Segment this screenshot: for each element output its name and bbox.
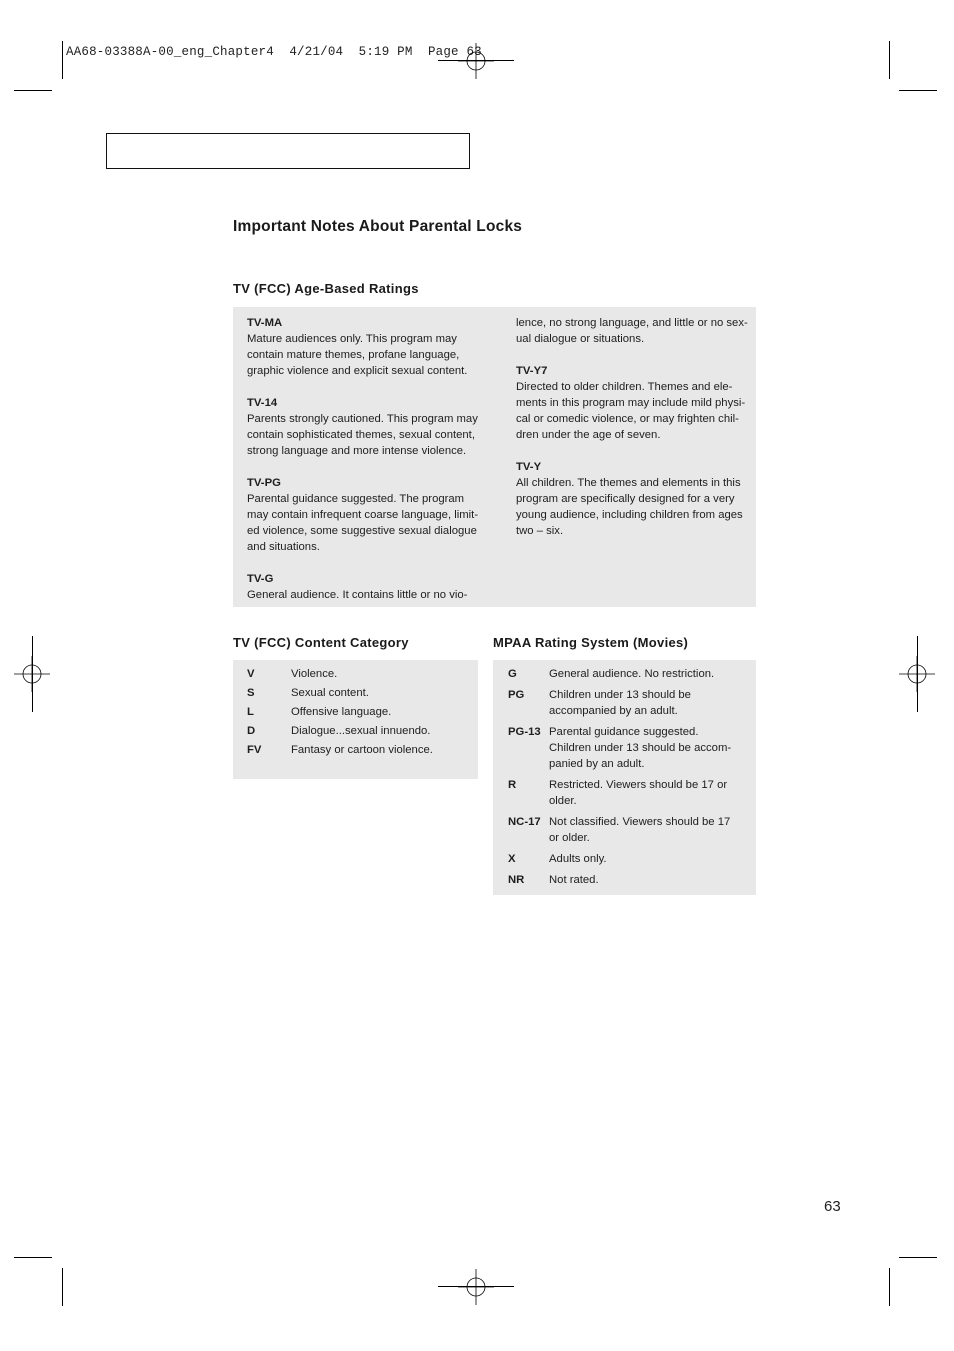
rating-description-line: graphic violence and explicit sexual content. bbox=[247, 365, 468, 377]
rating-description-line: contain sophisticated themes, sexual content, bbox=[247, 429, 475, 441]
mpaa-description bbox=[549, 814, 748, 846]
crop-mark-top-right-h bbox=[899, 90, 937, 91]
rating-description-line: Parents strongly cautioned. This program may bbox=[247, 413, 478, 425]
rating-description-line: and situations. bbox=[247, 541, 320, 553]
age-ratings-right-column bbox=[516, 315, 748, 539]
mpaa-description bbox=[549, 777, 748, 809]
rating-description-line: dren under the age of seven. bbox=[516, 429, 661, 441]
content-description: Violence. bbox=[291, 668, 338, 680]
mpaa-code: PG-13 bbox=[508, 726, 541, 738]
registration-line-right bbox=[917, 636, 918, 712]
mpaa-description-line: or older. bbox=[549, 832, 590, 844]
rating-description-line: ual dialogue or situations. bbox=[516, 333, 645, 345]
mpaa-description-line: Adults only. bbox=[549, 853, 607, 865]
mpaa-description-line: Not rated. bbox=[549, 874, 599, 886]
table-row bbox=[247, 685, 472, 704]
table-row bbox=[508, 851, 748, 867]
rating-code: TV-MA bbox=[247, 317, 283, 329]
rating-description-line: cal or comedic violence, or may frighten chil- bbox=[516, 413, 739, 425]
content-description: Offensive language. bbox=[291, 706, 392, 718]
content-code: V bbox=[247, 668, 255, 680]
rating-code: TV-Y7 bbox=[516, 365, 548, 377]
table-row bbox=[508, 666, 748, 682]
crop-mark-bottom-left-v bbox=[62, 1268, 63, 1306]
registration-line-left bbox=[32, 636, 33, 712]
content-description: Fantasy or cartoon violence. bbox=[291, 744, 433, 756]
print-slug: AA68-03388A-00_eng_Chapter4 4/21/04 5:19 PM Page 63 bbox=[66, 45, 482, 59]
mpaa-description bbox=[549, 872, 748, 888]
mpaa-description-line: panied by an adult. bbox=[549, 758, 645, 770]
mpaa-description bbox=[549, 687, 748, 719]
rating-description-line: Mature audiences only. This program may bbox=[247, 333, 457, 345]
rating-description-line: All children. The themes and elements in this bbox=[516, 477, 741, 489]
rating-description-line: two – six. bbox=[516, 525, 564, 537]
mpaa-description-line: Children under 13 should be accom- bbox=[549, 742, 732, 754]
mpaa-table bbox=[508, 666, 748, 893]
age-ratings-left-column bbox=[247, 315, 487, 603]
chapter-header-box bbox=[106, 133, 470, 169]
content-description: Dialogue...sexual innuendo. bbox=[291, 725, 431, 737]
content-description: Sexual content. bbox=[291, 687, 369, 699]
registration-line-bottom bbox=[438, 1286, 514, 1287]
content-category-table bbox=[247, 666, 472, 761]
mpaa-code: NR bbox=[508, 874, 525, 886]
mpaa-description bbox=[549, 851, 748, 867]
content-category-heading: TV (FCC) Content Category bbox=[233, 635, 409, 650]
mpaa-heading: MPAA Rating System (Movies) bbox=[493, 635, 689, 650]
mpaa-description-line: Parental guidance suggested. bbox=[549, 726, 699, 738]
spacer bbox=[247, 379, 487, 395]
table-row bbox=[247, 666, 472, 685]
rating-description-line: General audience. It contains little or no vio- bbox=[247, 589, 468, 601]
table-row bbox=[247, 704, 472, 723]
mpaa-description-line: accompanied by an adult. bbox=[549, 705, 678, 717]
table-row bbox=[508, 814, 748, 846]
rating-code: TV-G bbox=[247, 573, 274, 585]
registration-mark-bottom-icon bbox=[458, 1269, 494, 1305]
table-row bbox=[508, 872, 748, 888]
crop-mark-bottom-right-h bbox=[899, 1257, 937, 1258]
registration-line-top bbox=[438, 60, 514, 61]
mpaa-code: G bbox=[508, 668, 517, 680]
crop-mark-top-right-v bbox=[889, 41, 890, 79]
table-row bbox=[247, 723, 472, 742]
mpaa-description-line: General audience. No restriction. bbox=[549, 668, 715, 680]
rating-description-line: contain mature themes, profane language, bbox=[247, 349, 460, 361]
table-row bbox=[247, 742, 472, 761]
mpaa-description-line: Not classified. Viewers should be 17 bbox=[549, 816, 731, 828]
content-code: D bbox=[247, 725, 256, 737]
table-row bbox=[508, 724, 748, 772]
rating-description-line: Parental guidance suggested. The program bbox=[247, 493, 465, 505]
spacer bbox=[516, 443, 748, 459]
mpaa-description-line: Children under 13 should be bbox=[549, 689, 691, 701]
content-code: FV bbox=[247, 744, 262, 756]
page-title: Important Notes About Parental Locks bbox=[233, 218, 523, 235]
rating-code: TV-Y bbox=[516, 461, 542, 473]
rating-code: TV-PG bbox=[247, 477, 281, 489]
mpaa-description-line: Restricted. Viewers should be 17 or bbox=[549, 779, 728, 791]
mpaa-description bbox=[549, 666, 748, 682]
rating-description-line: ed violence, some suggestive sexual dialogue bbox=[247, 525, 477, 537]
rating-code: TV-14 bbox=[247, 397, 278, 409]
spacer bbox=[247, 555, 487, 571]
mpaa-description bbox=[549, 724, 748, 772]
mpaa-code: X bbox=[508, 853, 516, 865]
rating-description-line: ments in this program may include mild physi- bbox=[516, 397, 746, 409]
crop-mark-bottom-left-h bbox=[14, 1257, 52, 1258]
rating-description-line: young audience, including children from ages bbox=[516, 509, 743, 521]
age-ratings-heading: TV (FCC) Age-Based Ratings bbox=[233, 281, 419, 296]
table-row bbox=[508, 777, 748, 809]
page-number: 63 bbox=[824, 1198, 841, 1215]
crop-mark-top-left-v bbox=[62, 41, 63, 79]
rating-description-line: program are specifically designed for a very bbox=[516, 493, 735, 505]
rating-description-line: Directed to older children. Themes and ele- bbox=[516, 381, 733, 393]
rating-description-line: strong language and more intense violence. bbox=[247, 445, 467, 457]
registration-mark-top-icon bbox=[458, 43, 494, 79]
rating-description-line: may contain infrequent coarse language, limit- bbox=[247, 509, 479, 521]
content-code: S bbox=[247, 687, 255, 699]
spacer bbox=[516, 347, 748, 363]
table-row bbox=[508, 687, 748, 719]
mpaa-code: NC-17 bbox=[508, 816, 541, 828]
spacer bbox=[247, 459, 487, 475]
mpaa-code: R bbox=[508, 779, 517, 791]
crop-mark-bottom-right-v bbox=[889, 1268, 890, 1306]
mpaa-description-line: older. bbox=[549, 795, 577, 807]
mpaa-code: PG bbox=[508, 689, 525, 701]
crop-mark-top-left-h bbox=[14, 90, 52, 91]
rating-description-line: lence, no strong language, and little or no sex- bbox=[516, 317, 748, 329]
content-code: L bbox=[247, 706, 254, 718]
